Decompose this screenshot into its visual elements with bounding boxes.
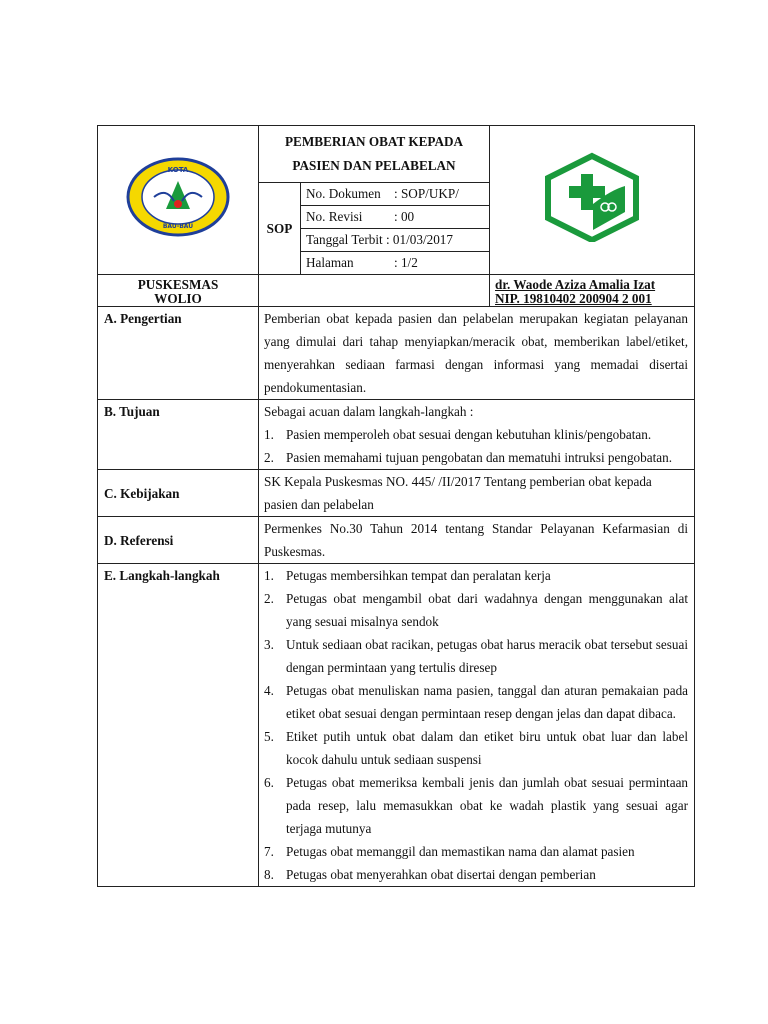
svg-text:KOTA: KOTA [167, 165, 189, 174]
list-item: 3. Untuk sediaan obat racikan, petugas obat harus meracik obat tersebut sesuai dengan permintaan yang tertulis diresep [264, 637, 689, 675]
empty-cell [259, 275, 490, 307]
section-content-kebijakan: SK Kepala Puskesmas NO. 445/ /II/2017 Tentang pemberian obat kepada pasien dan pelabelan [259, 470, 695, 517]
section-label-tujuan: B. Tujuan [98, 400, 259, 470]
sop-title-cell [259, 126, 490, 183]
signer-block [490, 275, 695, 307]
list-item: 5. Etiket putih untuk obat dalam dan etiket biru untuk obat luar dan label kocok dahulu untuk sediaan suspensi [264, 729, 689, 767]
list-item: 1. Pasien memperoleh obat sesuai dengan kebutuhan klinis/pengobatan. [264, 427, 652, 442]
section-content-referensi: Permenkes No.30 Tahun 2014 tentang Standar Pelayanan Kefarmasian di Puskesmas. [259, 517, 695, 564]
meta-no-dokumen: No. Dokumen : SOP/UKP/ [301, 183, 490, 206]
section-label-kebijakan: C. Kebijakan [98, 470, 259, 517]
sop-document [97, 125, 694, 887]
sop-table [97, 125, 695, 887]
sop-label: SOP [259, 183, 301, 275]
tujuan-intro: Sebagai acuan dalam langkah-langkah : [264, 404, 474, 419]
section-label-pengertian: A. Pengertian [98, 307, 259, 400]
section-content-tujuan [259, 400, 695, 470]
list-item: 1. Petugas membersihkan tempat dan peralatan kerja [264, 568, 551, 583]
meta-tanggal-terbit: Tanggal Terbit : 01/03/2017 [301, 229, 490, 252]
list-item: 4. Petugas obat menuliskan nama pasien, tanggal dan aturan pemakaian pada etiket obat sesuai dengan permintaan resep dengan jelas dan dapat dibaca. [264, 683, 689, 721]
list-item: 7. Petugas obat memanggil dan memastikan nama dan alamat pasien [264, 844, 635, 859]
list-item: 2. Pasien memahami tujuan pengobatan dan mematuhi intruksi pengobatan. [264, 450, 673, 465]
section-content-langkah [259, 564, 695, 887]
section-label-langkah: E. Langkah-langkah [98, 564, 259, 887]
list-item: 6. Petugas obat memeriksa kembali jenis dan jumlah obat sesuai permintaan pada resep, lalu memasukkan obat ke wadah plastik yang sesuai agar terjaga mutunya [264, 775, 689, 836]
puskesmas-cross-logo-icon [541, 152, 643, 242]
list-item: 8. Petugas obat menyerahkan obat disertai dengan pemberian [264, 867, 596, 882]
svg-text:BAU-BAU: BAU-BAU [162, 222, 194, 230]
sop-title-line1: PEMBERIAN OBAT KEPADA [284, 134, 464, 149]
section-label-referensi: D. Referensi [98, 517, 259, 564]
list-item: 2. Petugas obat mengambil obat dari wadahnya dengan menggunakan alat yang sesuai misalnya sendok [264, 591, 689, 629]
logo-right-cell [490, 126, 695, 275]
logo-left-cell [98, 126, 259, 275]
signer-name: dr. Waode Aziza Amalia Izat [495, 277, 656, 292]
meta-halaman: Halaman : 1/2 [301, 252, 490, 275]
kota-bau-bau-logo-icon [126, 157, 230, 237]
section-content-pengertian: Pemberian obat kepada pasien dan pelabelan merupakan kegiatan pelayanan yang dimulai dari tahap menyiapkan/meracik obat, memberikan label/etiket, menyerahkan sediaan farmasi dengan informasi yang memadai disertai pendokumentasian. [259, 307, 695, 400]
sop-title-line2: PASIEN DAN PELABELAN [292, 158, 456, 173]
signer-nip: NIP. 19810402 200904 2 001 [495, 291, 652, 306]
meta-no-revisi: No. Revisi : 00 [301, 206, 490, 229]
org-name: PUSKESMAS WOLIO [98, 275, 259, 307]
